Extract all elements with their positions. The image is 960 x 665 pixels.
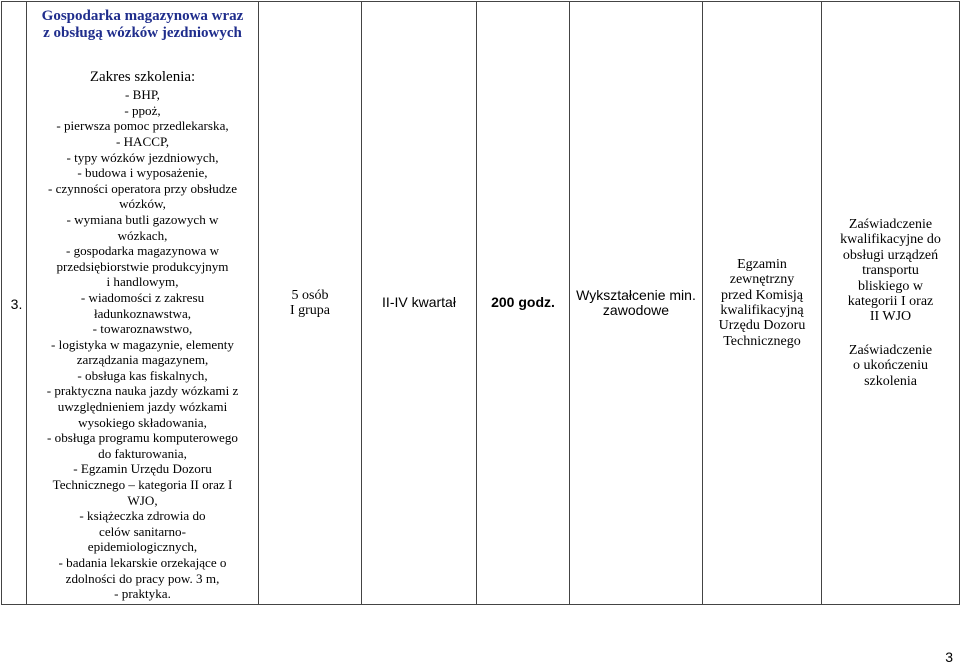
row-number-cell [2,2,27,605]
scope-item: - książeczka zdrowia do [79,508,206,524]
certificate-line: obsługi urządzeń [842,247,939,263]
exam-cell [703,2,822,605]
scope-item: celów sanitarno- [99,523,186,539]
scope-label: Zakres szkolenia: [89,69,196,86]
scope-item: - obsługa programu komputerowego [47,430,238,446]
education-cell [570,2,703,605]
scope-list [27,87,258,602]
scope-item: - praktyczna nauka jazdy wózkami z [46,383,239,399]
certificate-line: kwalifikacyjne do [840,232,941,248]
persons-cell [259,2,362,605]
scope-item: wózków, [119,196,166,212]
exam-line: przed Komisją [720,287,804,303]
certificate-cell [822,2,960,605]
certificate-line: Zaświadczenie [848,216,933,232]
scope-item: - badania lekarskie orzekające o [58,555,227,571]
scope-item: WJO, [127,492,158,508]
group-count: I grupa [289,303,331,318]
table-row [2,2,960,605]
certificate-line: kategorii I oraz [847,294,934,309]
certificate-line: bliskiego w [858,278,923,294]
scope-item: do fakturowania, [98,445,187,461]
scope-item: przedsiębiorstwie produkcyjnym [56,258,229,274]
certificate-line: transportu [862,263,919,279]
education-level: zawodowe [602,302,670,318]
scope-item: - obsługa kas fiskalnych, [77,367,208,383]
exam-line: zewnętrzny [729,272,795,288]
period-cell [362,2,477,605]
scope-item: - czynności operatora przy obsłudze [47,180,238,196]
scope-item: - Egzamin Urzędu Dozoru [73,461,212,477]
scope-item: - towaroznawstwo, [92,321,193,337]
scope-item: Technicznego – kategoria II oraz I [52,477,233,493]
scope-item: - pierwsza pomoc przedlekarska, [56,118,229,134]
hours: 200 godz. [491,294,555,311]
scope-item: wózkach, [117,227,168,243]
exam-description [703,257,821,349]
scope-item: i handlowym, [106,274,179,290]
scope-item: - budowa i wyposażenie, [77,165,208,181]
scope-item: wysokiego składowania, [78,414,207,430]
scope-item: - wiadomości z zakresu [80,289,205,305]
exam-line: Technicznego [723,333,801,349]
scope-item: - HACCP, [115,133,170,149]
certificate-line: o ukończeniu [852,358,929,374]
spacer [822,325,959,343]
course-description-cell [27,2,259,605]
scope-item: ładunkoznawstwa, [93,305,192,321]
education-requirement: Wykształcenie min. [576,286,696,303]
hours-cell [477,2,570,605]
completion-certificate [822,343,959,389]
scope-item: - gospodarka magazynowa w [65,243,220,259]
scope-item: epidemiologicznych, [87,539,198,555]
page-number: 3 [945,649,953,665]
scope-item: - ppoż, [124,102,161,118]
scope-item: - praktyka. [114,586,171,602]
scope-item: zdolności do pracy pow. 3 m, [65,570,220,586]
exam-line: Urzędu Dozoru [718,318,806,334]
exam-line: Egzamin [737,256,787,272]
scope-item: uwzględnieniem jazdy wózkami [57,399,228,415]
persons-count: 5 osób [291,287,329,303]
training-table [1,1,960,605]
scope-item: - BHP, [125,87,160,103]
certificate-line: Zaświadczenie [848,342,933,358]
exam-line: kwalifikacyjną [720,303,804,318]
course-title: Gospodarka magazynowa wraz z obsługą wózków jezdniowych [41,8,244,42]
scope-item: - wymiana butli gazowych w [66,211,219,227]
certificate-line: szkolenia [864,373,917,389]
row-number: 3. [10,295,23,312]
qualification-certificate [822,217,959,325]
scope-item: zarządzania magazynem, [76,352,209,368]
scope-item: - logistyka w magazynie, elementy [51,336,234,352]
period: II-IV kwartał [382,294,456,311]
certificate-line: II WJO [869,309,912,325]
scope-item: - typy wózków jezdniowych, [66,149,219,165]
